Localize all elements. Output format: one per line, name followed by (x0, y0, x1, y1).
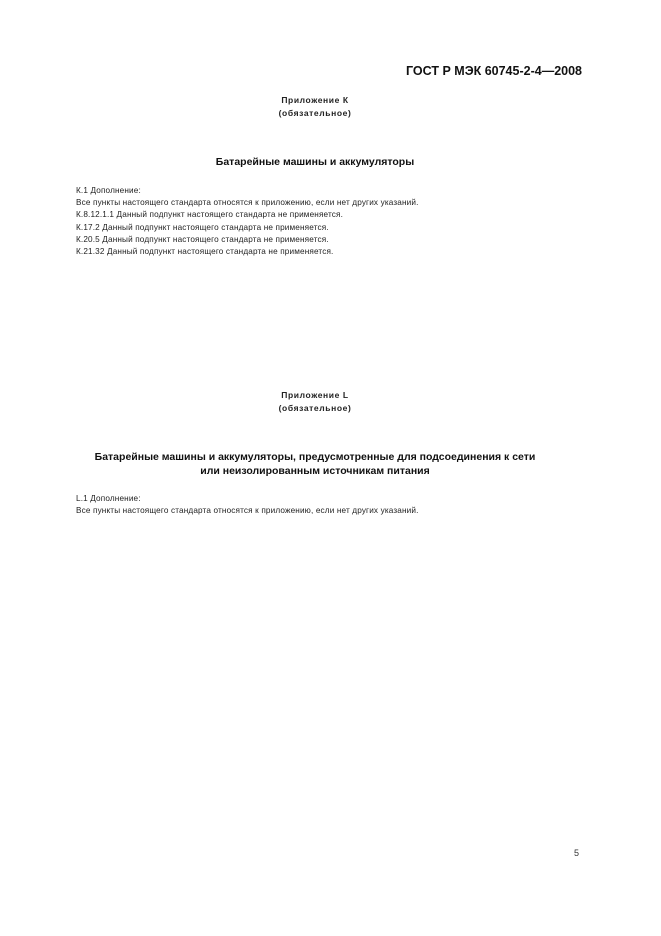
annex-k-line: К.17.2 Данный подпункт настоящего стандарта не применяется. (76, 222, 329, 232)
annex-l-line: Все пункты настоящего стандарта относятся к приложению, если нет других указаний. (76, 506, 419, 516)
page-number: 5 (574, 848, 580, 858)
annex-l-status: (обязательное) (278, 403, 352, 413)
annex-k-status: (обязательное) (278, 108, 352, 118)
annex-l-title-line1: Батарейные машины и аккумуляторы, предусмотренные для подсоединения к сети (94, 451, 536, 463)
annex-k-body (76, 185, 419, 258)
annex-k-label: Приложение К (281, 95, 349, 105)
annex-k-line: Все пункты настоящего стандарта относятся к приложению, если нет других указаний. (76, 198, 419, 208)
annex-k-line: К.8.12.1.1 Данный подпункт настоящего стандарта не применяется. (76, 210, 344, 220)
document-header-id: ГОСТ Р МЭК 60745-2-4—2008 (406, 64, 582, 78)
annex-l-title-line2: или неизолированным источникам питания (200, 465, 430, 477)
annex-l-body (76, 493, 419, 517)
annex-k-line: К.21.32 Данный подпункт настоящего стандарта не применяется. (76, 246, 334, 256)
annex-k-title: Батарейные машины и аккумуляторы (215, 156, 415, 168)
annex-l-label: Приложение L (281, 390, 349, 400)
annex-k-line: К.20.5 Данный подпункт настоящего стандарта не применяется. (76, 234, 329, 244)
annex-k-line: К.1 Дополнение: (76, 186, 141, 195)
annex-l-line: L.1 Дополнение: (76, 494, 141, 503)
